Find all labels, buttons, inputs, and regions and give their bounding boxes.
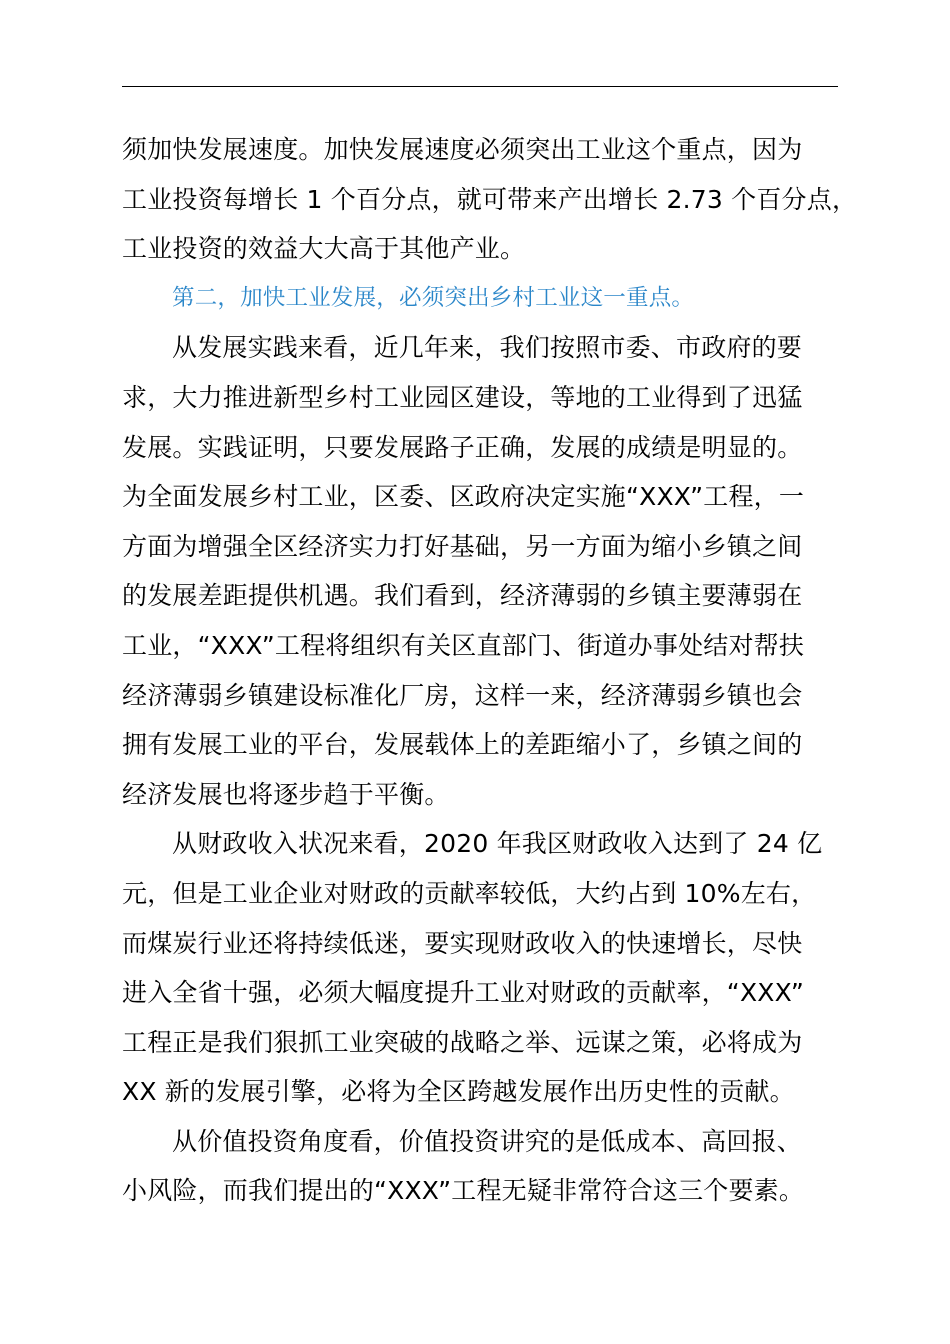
text-line: 工业投资的效益大大高于其他产业。	[122, 234, 526, 264]
text-line: 从财政收入状况来看，2020 年我区财政收入达到了 24 亿	[172, 829, 823, 859]
text-line: 方面为增强全区经济实力打好基础，另一方面为缩小乡镇之间	[122, 531, 803, 561]
section-heading: 第二，加快工业发展，必须突出乡村工业这一重点。	[172, 284, 695, 311]
text-line: 拥有发展工业的平台，发展载体上的差距缩小了，乡镇之间的	[122, 730, 803, 760]
header-rule	[122, 86, 838, 87]
text-line: 经济薄弱乡镇建设标准化厂房，这样一来，经济薄弱乡镇也会	[122, 680, 803, 710]
text-line: 进入全省十强，必须大幅度提升工业对财政的贡献率，“XXX”	[122, 978, 805, 1008]
text-line: 工程正是我们狠抓工业突破的战略之举、远谋之策，必将成为	[122, 1027, 803, 1057]
text-line: 的发展差距提供机遇。我们看到，经济薄弱的乡镇主要薄弱在	[122, 581, 803, 611]
text-line: 从价值投资角度看，价值投资讲究的是低成本、高回报、	[172, 1126, 803, 1156]
text-line: 工业，“XXX”工程将组织有关区直部门、街道办事处结对帮扶	[122, 630, 805, 660]
text-line: 元，但是工业企业对财政的贡献率较低，大约占到 10%左右，	[122, 878, 817, 908]
text-line: 小风险，而我们提出的“XXX”工程无疑非常符合这三个要素。	[122, 1176, 805, 1206]
text-line: 发展。实践证明，只要发展路子正确，发展的成绩是明显的。	[122, 432, 803, 462]
text-line: XX 新的发展引擎，必将为全区跨越发展作出历史性的贡献。	[122, 1077, 795, 1107]
document-body	[122, 125, 882, 1216]
text-line: 而煤炭行业还将持续低迷，要实现财政收入的快速增长，尽快	[122, 928, 803, 958]
text-line: 为全面发展乡村工业，区委、区政府决定实施“XXX”工程，一	[122, 482, 805, 512]
text-line: 经济发展也将逐步趋于平衡。	[122, 779, 450, 809]
text-line: 工业投资每增长 1 个百分点，就可带来产出增长 2.73 个百分点，	[122, 184, 858, 214]
text-line: 求，大力推进新型乡村工业园区建设，等地的工业得到了迅猛	[122, 382, 803, 412]
text-line: 须加快发展速度。加快发展速度必须突出工业这个重点，因为	[122, 135, 803, 164]
text-line: 从发展实践来看，近几年来，我们按照市委、市政府的要	[172, 333, 803, 363]
